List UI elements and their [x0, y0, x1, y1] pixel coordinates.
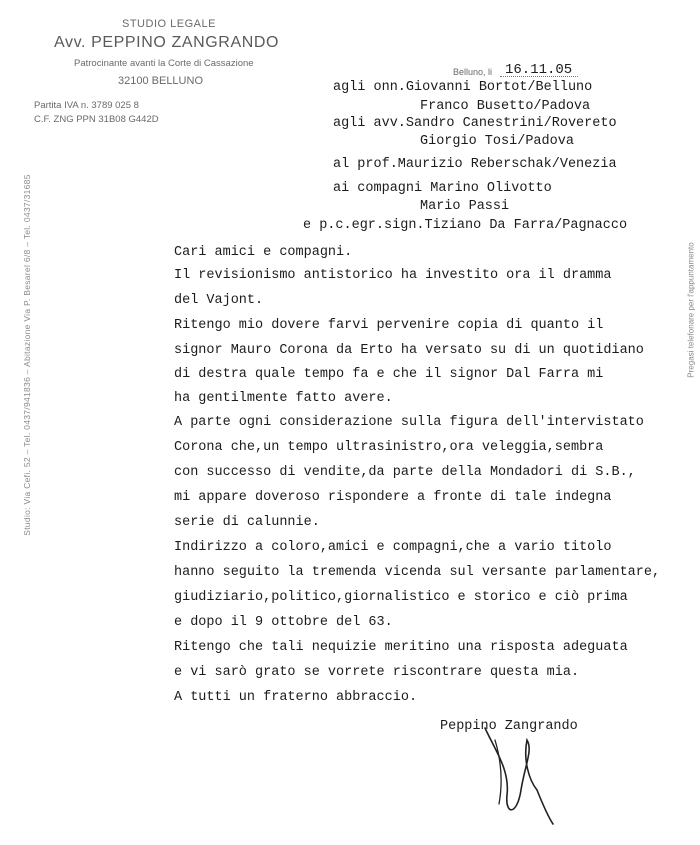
letterhead-name: Avv. PEPPINO ZANGRANDO	[54, 34, 280, 51]
recipient-line: Giorgio Tosi/Padova	[420, 134, 574, 149]
handwritten-signature	[455, 720, 575, 830]
recipient-line: Mario Passi	[420, 199, 510, 214]
body-line: A parte ogni considerazione sulla figura dell'intervistato	[174, 415, 644, 430]
body-line: Il revisionismo antistorico ha investito ora il dramma	[174, 268, 612, 283]
letterhead-vat-number: Partita IVA n. 3789 025 8	[34, 100, 139, 111]
body-line: Ritengo mio dovere farvi pervenire copia di quanto il	[174, 318, 604, 333]
letterhead-studio: STUDIO LEGALE	[122, 18, 216, 30]
body-line: e vi sarò grato se vorrete riscontrare questa mia.	[174, 665, 580, 680]
side-appointment-text: Pregasi telefonare per l'appuntamento	[686, 242, 696, 378]
body-line: Indirizzo a coloro,amici e compagni,che a vario titolo	[174, 540, 612, 555]
body-line: del Vajont.	[174, 293, 264, 308]
side-address-text: Studio: Via Cefi. 52 – Tel. 0437/941836 – Abitazione Via P. Besarel 6/8 – Tel. 0437/31685	[22, 174, 32, 536]
body-line: giudiziario,politico,giornalistico e storico e ciò prima	[174, 590, 628, 605]
letterhead-title: Patrocinante avanti la Corte di Cassazione	[74, 58, 254, 69]
date-prefix: Belluno, li	[453, 67, 493, 77]
letterhead-tax-code: C.F. ZNG PPN 31B08 G442D	[34, 114, 159, 125]
body-line: signor Mauro Corona da Erto ha versato su di un quotidiano	[174, 343, 644, 358]
body-line: di destra quale tempo fa e che il signor Dal Farra mi	[174, 367, 604, 382]
letterhead-city: 32100 BELLUNO	[118, 75, 203, 87]
recipient-line: agli avv.Sandro Canestrini/Rovereto	[333, 116, 617, 131]
recipient-line: Franco Busetto/Padova	[420, 99, 591, 114]
recipient-line: al prof.Maurizio Reberschak/Venezia	[333, 157, 617, 172]
recipient-line: agli onn.Giovanni Bortot/Belluno	[333, 80, 593, 95]
body-line: Corona che,un tempo ultrasinistro,ora veleggia,sembra	[174, 440, 604, 455]
body-line: ha gentilmente fatto avere.	[174, 391, 393, 406]
salutation: Cari amici e compagni.	[174, 245, 353, 260]
signature-typed-name: Peppino Zangrando	[440, 719, 578, 734]
body-line: Ritengo che tali nequizie meritino una risposta adeguata	[174, 640, 628, 655]
body-line: con successo di vendite,da parte della Mondadori di S.B.,	[174, 465, 636, 480]
body-line: hanno seguito la tremenda vicenda sul versante parlamentare,	[174, 565, 661, 580]
recipient-line: e p.c.egr.sign.Tiziano Da Farra/Pagnacco	[303, 218, 628, 233]
body-line: e dopo il 9 ottobre del 63.	[174, 615, 393, 630]
closing-line: A tutti un fraterno abbraccio.	[174, 690, 418, 705]
date-value: 16.11.05	[505, 62, 573, 78]
body-line: serie di calunnie.	[174, 515, 320, 530]
recipient-line: ai compagni Marino Olivotto	[333, 181, 552, 196]
body-line: mi appare doveroso rispondere a fronte di tale indegna	[174, 490, 612, 505]
